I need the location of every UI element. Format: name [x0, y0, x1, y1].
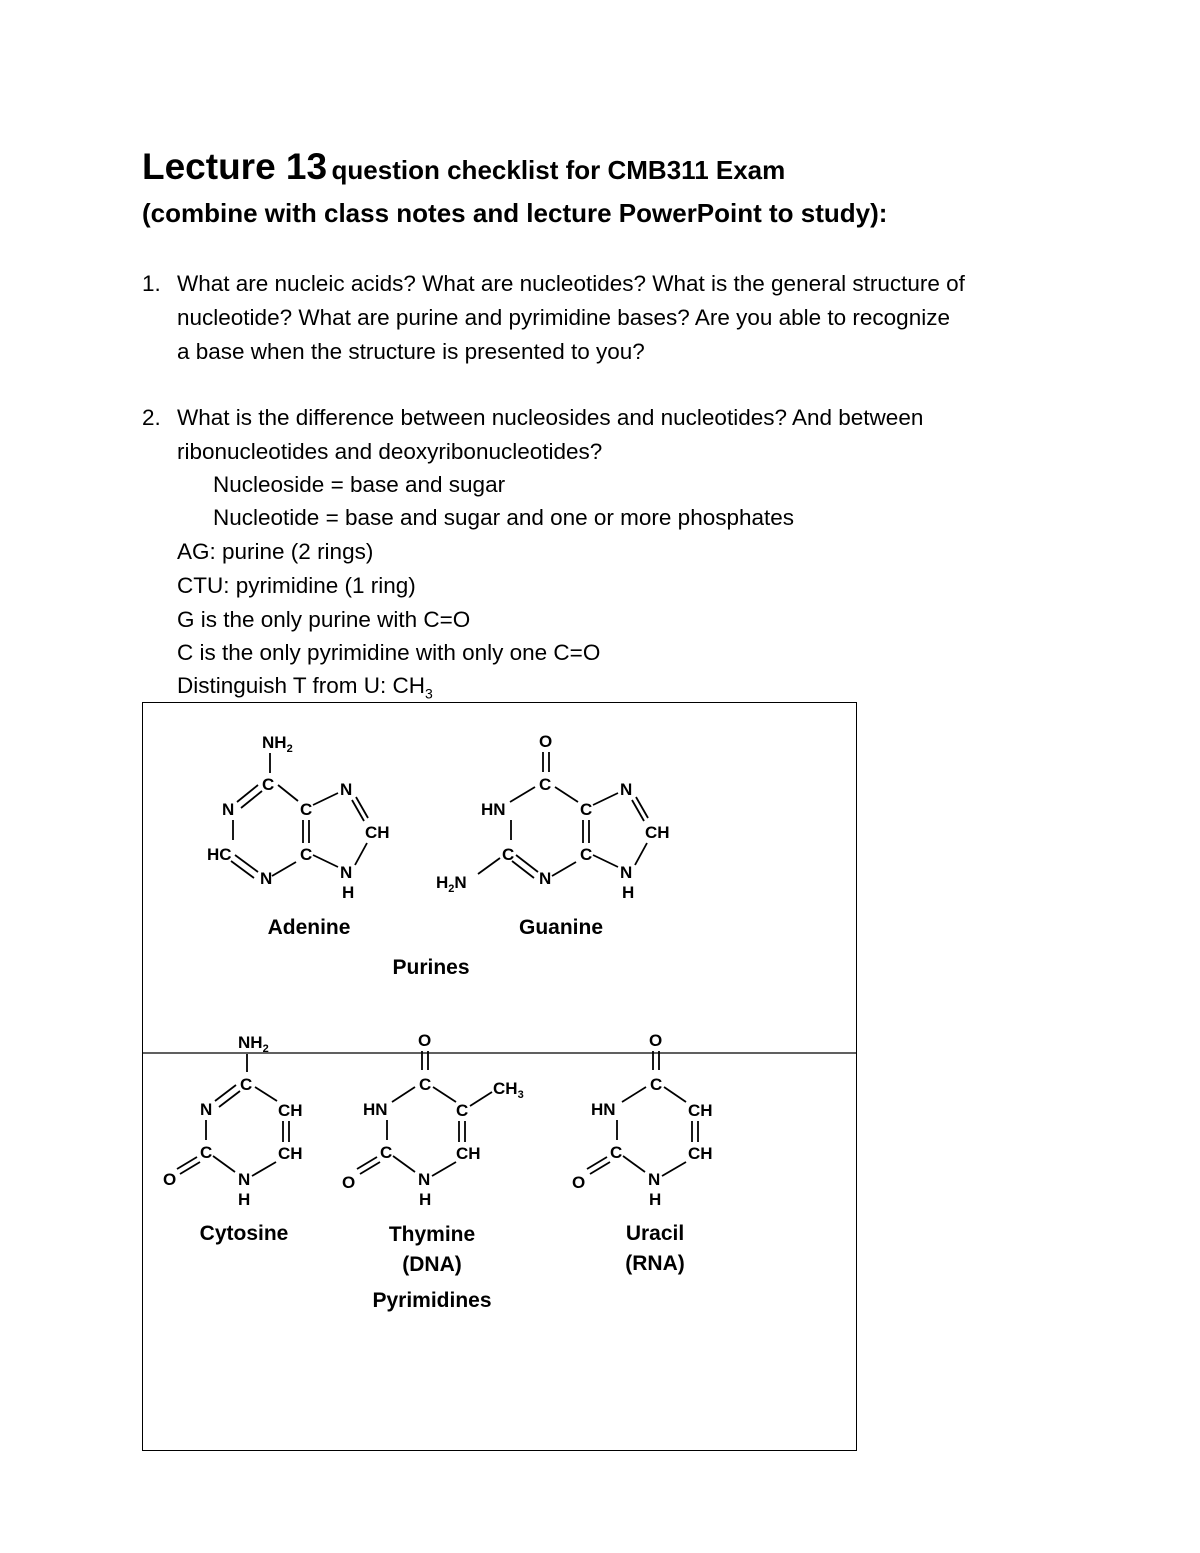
- uracil-n1: N: [648, 1170, 661, 1189]
- thymine-c2: C: [380, 1143, 393, 1162]
- guanine-o6: O: [539, 732, 553, 751]
- uracil-c2: C: [610, 1143, 623, 1162]
- adenine-h9: H: [342, 883, 355, 902]
- cytosine-c4: C: [240, 1075, 253, 1094]
- note-guanine: G is the only purine with C=O: [177, 607, 471, 632]
- note-cytosine: C is the only pyrimidine with only one C=O: [177, 640, 601, 665]
- definition-nucleoside: Nucleoside = base and sugar: [213, 472, 506, 497]
- cytosine-c2: C: [200, 1143, 213, 1162]
- title-rest: question checklist for CMB311 Exam: [331, 155, 786, 185]
- definition-nucleotide: Nucleotide = base and sugar and one or more phosphates: [213, 505, 795, 530]
- distinguish-subscript: 3: [424, 685, 433, 702]
- cytosine-o2: O: [163, 1170, 177, 1189]
- guanine-n9: N: [620, 863, 633, 882]
- question-1-line-1: What are nucleic acids? What are nucleotides? What is the general structure of: [177, 271, 965, 296]
- guanine-amino: $H_2N$: [436, 873, 467, 895]
- guanine-label: Guanine: [518, 916, 604, 939]
- adenine-c2: HC: [207, 845, 232, 864]
- uracil-n3: HN: [591, 1100, 616, 1119]
- question-2-number: 2.: [142, 405, 161, 430]
- uracil-c4: C: [650, 1075, 663, 1094]
- thymine-note: (DNA): [402, 1253, 462, 1276]
- thymine-methyl: $CH_3$: [493, 1079, 524, 1101]
- cytosine-n3: N: [200, 1100, 213, 1119]
- guanine-c8: CH: [645, 823, 670, 842]
- note-pyrimidine: CTU: pyrimidine (1 ring): [177, 573, 416, 598]
- thymine-c4: C: [419, 1075, 432, 1094]
- uracil-c5: CH: [688, 1101, 713, 1120]
- guanine-n3: N: [539, 869, 552, 888]
- cytosine-h1: H: [238, 1190, 251, 1209]
- thymine-o4: O: [418, 1031, 432, 1050]
- thymine-h1: H: [419, 1190, 432, 1209]
- adenine-n7: N: [340, 780, 353, 799]
- guanine-c4: C: [580, 845, 593, 864]
- title-lecture: Lecture 13: [142, 146, 328, 187]
- distinguish-text: Distinguish T from U: CH: [177, 673, 425, 698]
- cytosine-c5: CH: [278, 1101, 303, 1120]
- question-1-line-2: nucleotide? What are purine and pyrimidine bases? Are you able to recognize: [177, 305, 950, 330]
- adenine-n1: N: [222, 800, 235, 819]
- guanine-c6: C: [539, 775, 552, 794]
- guanine-n1: HN: [481, 800, 506, 819]
- adenine-n-amino: $NH_2$: [262, 733, 293, 755]
- cytosine-amino: $NH_2$: [238, 1033, 269, 1055]
- pyrimidines-label: Pyrimidines: [372, 1289, 492, 1312]
- thymine-c5: C: [456, 1101, 469, 1120]
- adenine-c5: C: [300, 800, 313, 819]
- purines-label: Purines: [392, 956, 470, 979]
- adenine-n9: N: [340, 863, 353, 882]
- note-purine: AG: purine (2 rings): [177, 539, 374, 564]
- uracil-h1: H: [649, 1190, 662, 1209]
- adenine-label: Adenine: [267, 916, 351, 939]
- guanine-c5: C: [580, 800, 593, 819]
- uracil-o2: O: [572, 1173, 586, 1192]
- thymine-structure: [342, 1031, 524, 1276]
- thymine-o2: O: [342, 1173, 356, 1192]
- guanine-n7: N: [620, 780, 633, 799]
- uracil-o4: O: [649, 1031, 663, 1050]
- thymine-n1: N: [418, 1170, 431, 1189]
- uracil-label: Uracil: [625, 1222, 685, 1245]
- thymine-label: Thymine: [388, 1223, 476, 1246]
- adenine-c6: C: [262, 775, 275, 794]
- cytosine-c6: CH: [278, 1144, 303, 1163]
- question-1-line-3: a base when the structure is presented to you?: [177, 339, 645, 364]
- cytosine-n1: N: [238, 1170, 251, 1189]
- guanine-h9: H: [622, 883, 635, 902]
- adenine-n3: N: [260, 869, 273, 888]
- uracil-structure: [572, 1031, 713, 1275]
- cytosine-structure: [163, 1033, 303, 1245]
- question-2-line-2: ribonucleotides and deoxyribonucleotides?: [177, 439, 603, 464]
- guanine-structure: [436, 732, 670, 939]
- adenine-c8: CH: [365, 823, 390, 842]
- uracil-note: (RNA): [625, 1252, 685, 1275]
- question-1-number: 1.: [142, 271, 161, 296]
- thymine-c6: CH: [456, 1144, 481, 1163]
- page-subtitle: (combine with class notes and lecture PowerPoint to study):: [142, 198, 888, 228]
- question-2-line-1: What is the difference between nucleosides and nucleotides? And between: [177, 405, 924, 430]
- guanine-c2: C: [502, 845, 515, 864]
- thymine-n3: HN: [363, 1100, 388, 1119]
- cytosine-label: Cytosine: [199, 1222, 289, 1245]
- uracil-c6: CH: [688, 1144, 713, 1163]
- adenine-structure: [207, 733, 390, 939]
- adenine-c4: C: [300, 845, 313, 864]
